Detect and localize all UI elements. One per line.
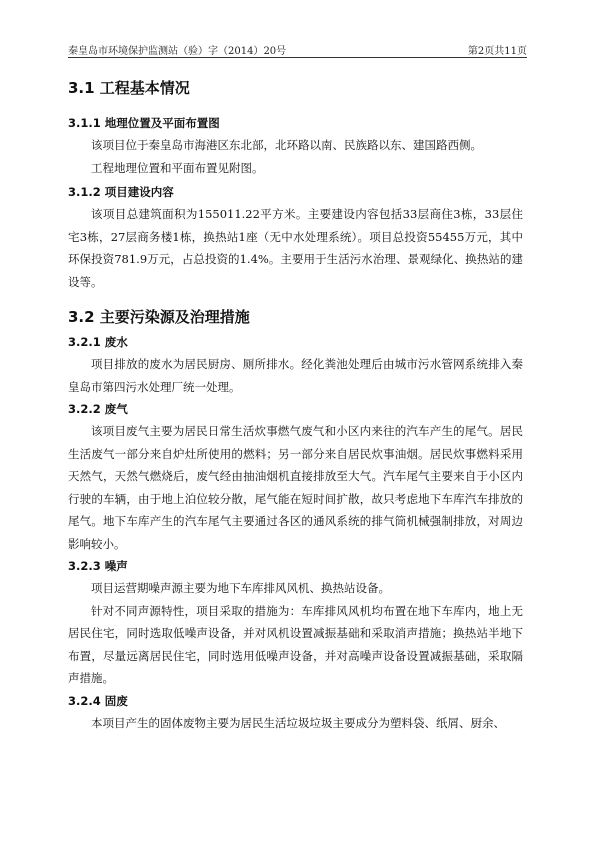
page-number: 第2页共11页 bbox=[467, 46, 527, 57]
subsection-title-3-2-4: 3.2.4 固废 bbox=[68, 693, 128, 708]
section-title-3-2: 3.2 主要污染源及治理措施 bbox=[68, 308, 250, 326]
subsection-title-3-1-1: 3.1.1 地理位置及平面布置图 bbox=[68, 116, 220, 130]
paragraph-noise-sources: 项目运营期噪声源主要为地下车库排风风机、换热站设备。 bbox=[91, 581, 390, 595]
subsection-title-3-1-2: 3.1.2 项目建设内容 bbox=[68, 185, 174, 199]
page-header bbox=[68, 42, 527, 58]
paragraph-noise-measures: 针对不同声源特性，项目采取的措施为：车库排风风机均布置在地下车库内，地上无居民住宅，同时选取低噪声设备，并对风机设置减振基础和采取消声措施；换热站半地下布置，尽量远离居民住宅，同时选用低噪声设备，并对高噪声设备设置减振基础，采取隔声措施。 bbox=[68, 603, 523, 685]
subsection-title-3-2-1: 3.2.1 废水 bbox=[68, 335, 128, 349]
paragraph-wastewater: 项目排放的废水为居民厨房、厕所排水。经化粪池处理后由城市污水管网系统排入秦皇岛市第四污水处理厂统一处理。 bbox=[68, 357, 523, 394]
subsection-title-3-2-3: 3.2.3 噪声 bbox=[68, 559, 128, 573]
document-reference: 秦皇岛市环境保护监测站（验）字（2014）20号 bbox=[68, 46, 287, 57]
header-divider bbox=[68, 57, 527, 58]
paragraph-location-note: 工程地理位置和平面布置见附图。 bbox=[91, 160, 264, 175]
paragraph-exhaust: 该项目废气主要为居民日常生活炊事燃气废气和小区内来往的汽车产生的尾气。居民生活废气一部分来自炉灶所使用的燃料；另一部分来自居民炊事油烟。居民炊事燃料采用天然气，天然气燃烧后，废气经由抽油烟机直接排放至大气。汽车尾气主要来自于小区内行驶的车辆，由于地上泊位较分散，尾气能在短时间扩散，故只考虑地下车库汽车排放的尾气。地下车库产生的汽车尾气主要通过各区的通风系统的排气筒机械强制排放，对周边影响较小。 bbox=[68, 424, 523, 551]
subsection-title-3-2-2: 3.2.2 废气 bbox=[68, 402, 128, 416]
document-body bbox=[68, 76, 523, 734]
paragraph-construction: 该项目总建筑面积为155011.22平方米。主要建设内容包括33层商住3栋，33层住宅3栋，27层商务楼1栋，换热站1座（无中水处理系统）。项目总投资55455万元，其中环保投资781.9万元，占总投资的1.4%。主要用于生活污水治理、景观绿化、换热站的建设等。 bbox=[68, 207, 523, 289]
paragraph-location: 该项目位于秦皇岛市海港区东北部，北环路以南、民族路以东、建国路西侧。 bbox=[91, 138, 482, 152]
paragraph-solid-waste: 本项目产生的固体废物主要为居民生活垃圾垃圾主要成分为塑料袋、纸屑、厨余、 bbox=[91, 715, 505, 730]
section-title-3-1: 3.1 工程基本情况 bbox=[68, 79, 190, 97]
